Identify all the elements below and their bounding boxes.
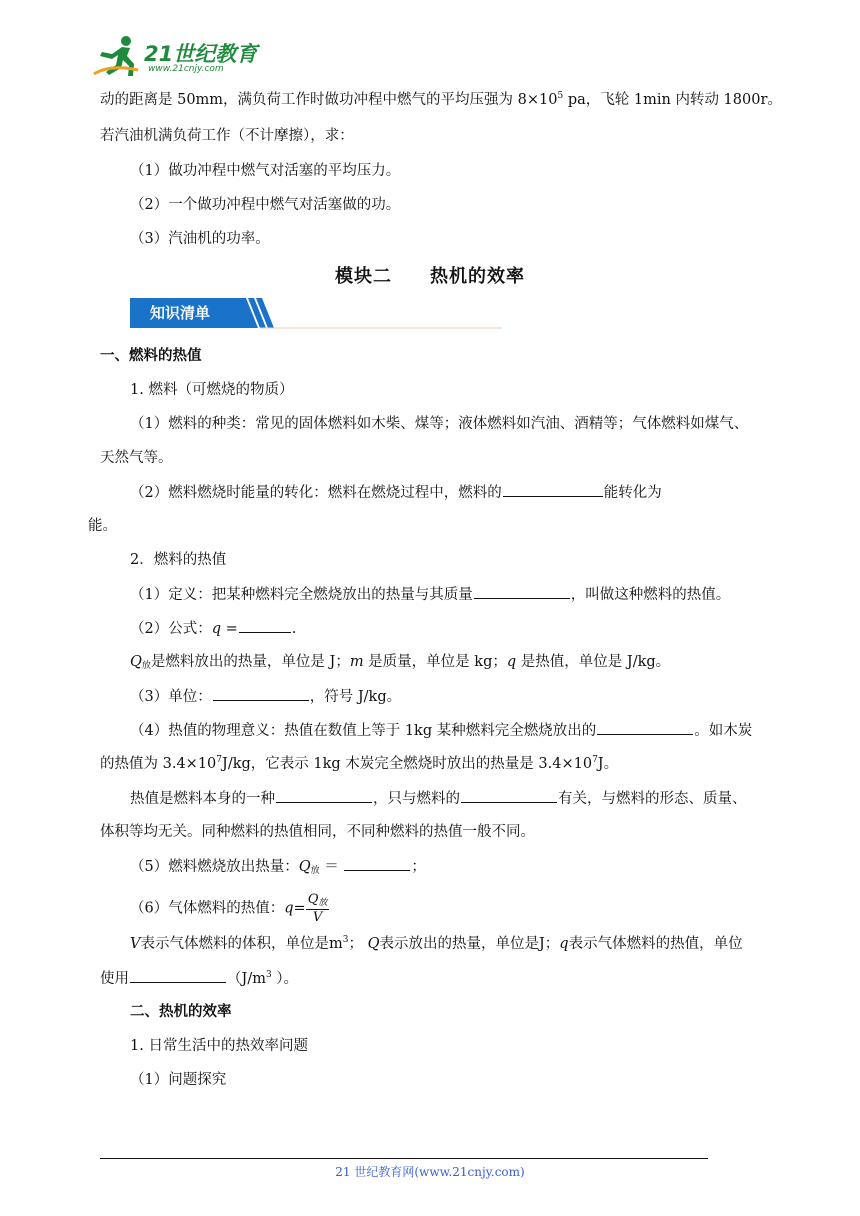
blank-field xyxy=(597,720,693,735)
formula-line: （2）公式：q = . xyxy=(130,618,296,639)
energy-conversion-line-2: 能。 xyxy=(88,518,117,534)
blank-field xyxy=(213,686,309,701)
blank-field xyxy=(474,584,570,599)
meaning-line-1: （4）热值的物理意义：热值在数值上等于 1kg 某种燃料完全燃烧放出的 。如木炭 xyxy=(130,720,752,741)
subsection-efficiency: 1. 日常生活中的热效率问题 xyxy=(130,1038,308,1054)
unit-line: （3）单位： ，符号 J/kg。 xyxy=(130,686,401,707)
blank-field xyxy=(503,482,603,497)
logo-url: www.21cnjy.com xyxy=(148,64,224,74)
question-1: （1）做功冲程中燃气对活塞的平均压力。 xyxy=(130,163,401,179)
problem-exploration: （1）问题探究 xyxy=(130,1072,227,1088)
footer-link[interactable]: 21 世纪教育网(www.21cnjy.com) xyxy=(335,1165,525,1179)
blank-field xyxy=(461,788,557,803)
fraction: $\frac{Q_放}{V}$ xyxy=(307,892,328,925)
section1-heading: 一、燃料的热值 xyxy=(100,348,202,364)
gas-heat-value-line: （6）气体燃料的热值：q= $\frac{Q_放}{V}$ xyxy=(130,892,328,925)
blank-field xyxy=(276,788,372,803)
subsection-fuel: 1. 燃料（可燃烧的物质） xyxy=(130,382,294,398)
meaning-line-2: 的热值为 $3.4\times 10^7J/kg$，它表示 1kg 木炭完全燃烧时放出的热量是 $3.4\times 10^7J$。 xyxy=(100,755,619,772)
gas-unit-line: 使用 （$J/m^3$ ）。 xyxy=(100,968,298,989)
fuel-types-line-2: 天然气等。 xyxy=(100,450,173,466)
runner-logo-icon xyxy=(92,34,144,78)
problem-line-1: 动的距离是 50mm，满负荷工作时做功冲程中燃气的平均压强为 $8\times 10^5$ pa，飞轮 1min 内转动 1800r。 xyxy=(100,91,782,108)
knowledge-banner xyxy=(130,296,502,330)
footer-divider xyxy=(100,1158,708,1159)
site-logo xyxy=(92,34,262,80)
question-2: （2）一个做功冲程中燃气对活塞做的功。 xyxy=(130,197,401,213)
definition-line: （1）定义：把某种燃料完全燃烧放出的热量与其质量 ，叫做这种燃料的热值。 xyxy=(130,584,730,605)
problem-line-2: 若汽油机满负荷工作（不计摩擦），求： xyxy=(100,128,354,144)
logo-title: 21世纪教育 xyxy=(144,42,258,66)
energy-conversion-line: （2）燃料燃烧时能量的转化：燃料在燃烧过程中，燃料的 能转化为 xyxy=(130,482,662,503)
module-title: 模块二 热机的效率 xyxy=(335,266,525,287)
fuel-types-line-1: （1）燃料的种类：常见的固体燃料如木柴、煤等；液体燃料如汽油、酒精等；气体燃料如煤气、 xyxy=(130,416,749,432)
question-3: （3）汽油机的功率。 xyxy=(130,231,270,247)
subsection-heat-value: 2．燃料的热值 xyxy=(130,552,227,568)
banner-label: 知识清单 xyxy=(150,304,211,322)
blank-field xyxy=(239,618,291,633)
blank-field xyxy=(344,856,410,871)
blank-field xyxy=(130,968,226,983)
property-line-2: 体积等均无关。同种燃料的热值相同，不同种燃料的热值一般不同。 xyxy=(100,824,535,840)
section2-heading: 二、热机的效率 xyxy=(130,1004,232,1020)
property-line-1: 热值是燃料本身的一种 ，只与燃料的 有关，与燃料的形态、质量、 xyxy=(130,788,747,809)
heat-release-line: （5）燃料燃烧放出热量：$Q_放$ ＝ ； xyxy=(130,856,426,879)
gas-variables-line: V表示气体燃料的体积，单位是$m^3$； Q表示放出的热量，单位是J；q表示气体燃料的热值，单位 xyxy=(130,935,743,952)
variables-line: $Q_放$是燃料放出的热量，单位是 J；m 是质量，单位是 kg；q 是热值，单位是 J/kg。 xyxy=(130,654,671,671)
